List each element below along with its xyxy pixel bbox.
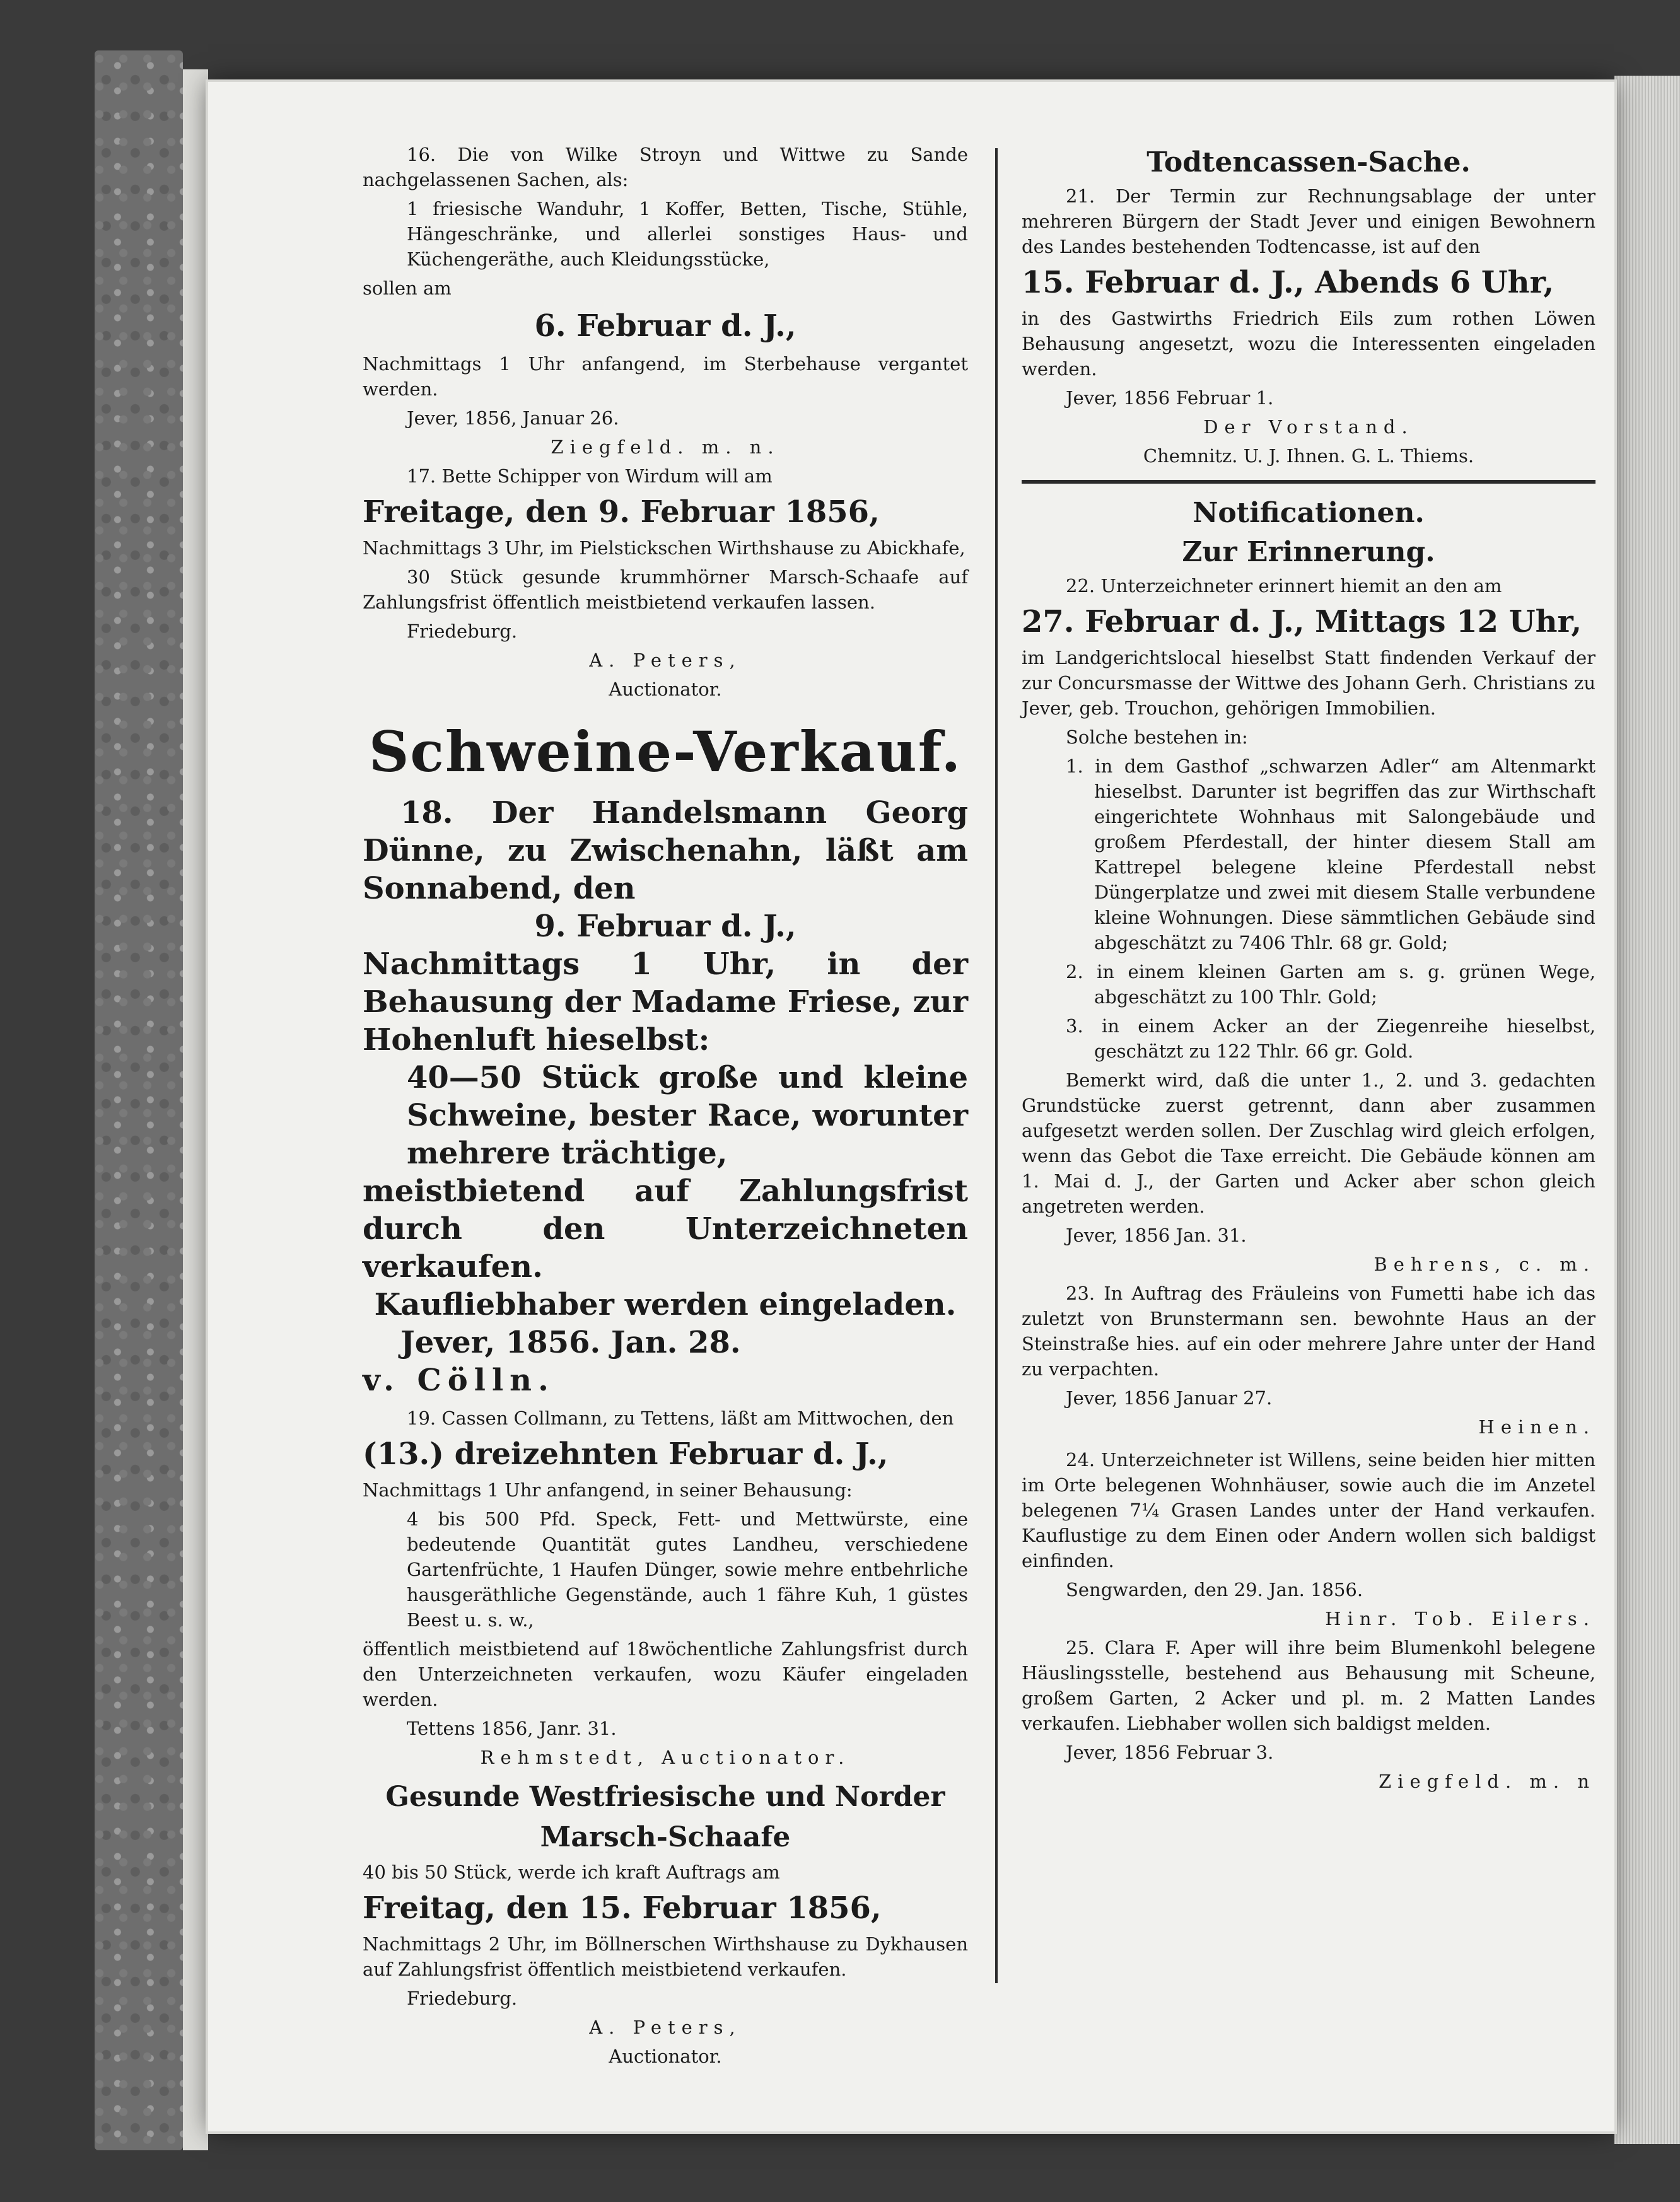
notice-18-intro: 18. Der Handelsmann Georg Dünne, zu Zwischenahn, läßt am Sonnabend, den	[363, 795, 968, 906]
book-binding	[95, 50, 183, 2150]
notice-19-signature: Rehmstedt, Auctionator.	[480, 1747, 851, 1768]
notice-17-details: Nachmittags 3 Uhr, im Pielstickschen Wirthshause zu Abickhafe,	[363, 537, 965, 559]
notice-24-place: Sengwarden, den 29. Jan. 1856.	[1066, 1579, 1363, 1600]
notice-24-text: 24. Unterzeichneter ist Willens, seine beiden hier mitten im Orte belegenen Wohnhäuser, sowie auch die im Anzetel belegenen 7¼ Grasen Landes unter der Hand verkaufen. Kauflustige zu dem Einen oder Andern wollen sich baldigst einfinden.	[1022, 1449, 1595, 1571]
left-column	[363, 142, 968, 2073]
notice-19-goods: 4 bis 500 Pfd. Speck, Fett- und Mettwürste, eine bedeutende Quantität gutes Landheu, verschiedene Gartenfrüchte, 1 Haufen Dünger, sowie mehre entbehrliche hausgeräthliche Gegenstände, auch 1 fähre Kuh, 1 güstes Beest u. s. w.,	[407, 1508, 968, 1631]
notice-19-place: Tettens 1856, Janr. 31.	[407, 1718, 617, 1739]
notice-18-signature: v. Cölln.	[363, 1363, 555, 1398]
notice-21-place: Jever, 1856 Februar 1.	[1066, 387, 1274, 409]
column-divider	[995, 148, 998, 1983]
notice-24	[1022, 1447, 1595, 1631]
notice-18-date: 9. Februar d. J.,	[534, 909, 796, 944]
notice-22-remark: Bemerkt wird, daß die unter 1., 2. und 3. gedachten Grundstücke zuerst getrennt, dann aber zusammen aufgesetzt werden sollen. Der Zuschlag wird gleich erfolgen, wenn das Gebot die Taxe erreicht. Die Gebäude können am 1. Mai d. J., der Garten und Acker aber schon gleich angetreten werden.	[1022, 1069, 1595, 1217]
notice-20-details: Nachmittags 2 Uhr, im Böllnerschen Wirthshause zu Dykhausen auf Zahlungsfrist öffentlich meistbietend verkaufen.	[363, 1933, 968, 1980]
notice-16	[363, 142, 968, 460]
notice-23	[1022, 1281, 1595, 1440]
notice-21-signatures: Chemnitz. U. J. Ihnen. G. L. Thiems.	[1143, 445, 1474, 467]
notice-16-signature: Ziegfeld. m. n.	[551, 436, 780, 458]
notice-25	[1022, 1635, 1595, 1794]
notice-19	[363, 1406, 968, 1770]
notice-19-date: (13.) dreizehnten Februar d. J.,	[363, 1436, 889, 1472]
notice-23-signature: Heinen.	[1478, 1416, 1595, 1438]
notice-17-role: Auctionator.	[609, 679, 722, 700]
notice-20-title-line2: Marsch-Schaafe	[540, 1821, 791, 1853]
notice-17-signature: A. Peters,	[589, 650, 742, 671]
notice-17-goods: 30 Stück gesunde krummhörner Marsch-Schaafe auf Zahlungsfrist öffentlich meistbietend verkaufen lassen.	[363, 566, 968, 613]
notice-20	[363, 1779, 968, 2069]
notice-17-date: Freitage, den 9. Februar 1856,	[363, 494, 880, 530]
notifications-heading: Notificationen.	[1193, 497, 1425, 529]
notice-20-place: Friedeburg.	[407, 1988, 518, 2009]
notice-22-list-intro: Solche bestehen in:	[1066, 726, 1248, 748]
notice-22	[1022, 573, 1595, 1277]
notice-18-time: Nachmittags 1 Uhr, in der Behausung der Madame Friese, zur Hohenluft hieselbst:	[363, 947, 968, 1057]
page-stack-edge	[1614, 76, 1680, 2144]
notice-18-terms: meistbietend auf Zahlungsfrist durch den Unterzeichneten verkaufen.	[363, 1174, 968, 1284]
notice-20-title-line1: Gesunde Westfriesische und Norder	[385, 1781, 945, 1813]
notice-22-details: im Landgerichtslocal hieselbst Statt findenden Verkauf der zur Concursmasse der Wittwe des Johann Gerh. Christians zu Jever, geb. Trouchon, gehörigen Immobilien.	[1022, 647, 1595, 719]
notice-22-intro: 22. Unterzeichneter erinnert hiemit an den am	[1066, 575, 1502, 597]
notice-18-invite: Kaufliebhaber werden eingeladen.	[374, 1287, 957, 1322]
notice-21-board: Der Vorstand.	[1203, 416, 1414, 438]
notice-22-item-2: 2. in einem kleinen Garten am s. g. grünen Wege, abgeschätzt zu 100 Thlr. Gold;	[1066, 961, 1595, 1008]
section-rule	[1022, 480, 1595, 484]
notice-21-title: Todtencassen-Sache.	[1146, 146, 1471, 178]
right-column	[1022, 142, 1595, 1798]
notice-18-title: Schweine-Verkauf.	[368, 719, 962, 784]
notice-22-place: Jever, 1856 Jan. 31.	[1066, 1225, 1247, 1246]
notice-16-details: Nachmittags 1 Uhr anfangend, im Sterbehause vergantet werden.	[363, 353, 968, 400]
notice-16-items: 1 friesische Wanduhr, 1 Koffer, Betten, Tische, Stühle, Hängeschränke, und allerlei sonstiges Haus- und Küchengeräthe, auch Kleidungsstücke,	[407, 198, 968, 270]
notice-21-date: 15. Februar d. J., Abends 6 Uhr,	[1022, 265, 1555, 300]
notice-22-item-3: 3. in einem Acker an der Ziegenreihe hieselbst, geschätzt zu 122 Thlr. 66 gr. Gold.	[1066, 1015, 1595, 1062]
notice-17-place: Friedeburg.	[407, 620, 518, 642]
notice-19-time: Nachmittags 1 Uhr anfangend, in seiner Behausung:	[363, 1479, 853, 1501]
notice-25-text: 25. Clara F. Aper will ihre beim Blumenkohl belegene Häuslingsstelle, bestehend aus Behausung mit Scheune, großem Garten, 2 Acker und pl. m. 2 Matten Landes verkaufen. Liebhaber wollen sich baldigst melden.	[1022, 1637, 1595, 1734]
notice-16-date: 6. Februar d. J.,	[534, 308, 796, 344]
page-gutter	[183, 69, 208, 2150]
notice-16-intro: 16. Die von Wilke Stroyn und Wittwe zu Sande nachgelassenen Sachen, als:	[363, 144, 968, 190]
notice-18	[363, 717, 968, 1399]
notice-17-intro: 17. Bette Schipper von Wirdum will am	[407, 465, 773, 487]
notice-22-signature: Behrens, c. m.	[1374, 1254, 1595, 1275]
notice-22-item-1: 1. in dem Gasthof „schwarzen Adler“ am Altenmarkt hieselbst. Darunter ist begriffen das zur Wirthschaft eingerichtete Wohnhaus mit Salongebäude und großem Pferdestall, der hinter diesem Stall am Kattrepel belegene kleine Pferdestall nebst Düngerplatze und zwei mit diesem Stalle verbundene kleine Wohnungen. Diese sämmtlichen Gebäude sind abgeschätzt zu 7406 Thlr. 68 gr. Gold;	[1066, 755, 1595, 953]
notice-18-place: Jever, 1856. Jan. 28.	[400, 1325, 741, 1360]
notice-23-place: Jever, 1856 Januar 27.	[1066, 1387, 1273, 1409]
notice-16-place: Jever, 1856, Januar 26.	[407, 407, 619, 429]
notice-16-text: sollen am	[363, 277, 452, 299]
notice-21-details: in des Gastwirths Friedrich Eils zum rothen Löwen Behausung angesetzt, wozu die Interessenten eingeladen werden.	[1022, 308, 1595, 380]
notice-20-intro: 40 bis 50 Stück, werde ich kraft Auftrags am	[363, 1861, 780, 1883]
notice-19-intro: 19. Cassen Collmann, zu Tettens, läßt am Mittwochen, den	[407, 1407, 954, 1429]
notice-22-date: 27. Februar d. J., Mittags 12 Uhr,	[1022, 604, 1582, 639]
notice-18-goods: 40—50 Stück große und kleine Schweine, bester Race, worunter mehrere trächtige,	[407, 1060, 968, 1171]
notice-24-signature: Hinr. Tob. Eilers.	[1325, 1608, 1595, 1629]
notice-17	[363, 463, 968, 702]
notice-20-date: Freitag, den 15. Februar 1856,	[363, 1890, 882, 1926]
reminder-heading: Zur Erinnerung.	[1182, 536, 1435, 568]
notice-21-intro: 21. Der Termin zur Rechnungsablage der unter mehreren Bürgern der Stadt Jever und einigen Bewohnern des Landes bestehenden Todtencasse, ist auf den	[1022, 185, 1595, 257]
notice-20-signature: A. Peters,	[589, 2017, 742, 2038]
notice-19-terms: öffentlich meistbietend auf 18wöchentliche Zahlungsfrist durch den Unterzeichneten verkaufen, wozu Käufer eingeladen werden.	[363, 1638, 968, 1710]
notice-23-text: 23. In Auftrag des Fräuleins von Fumetti habe ich das zuletzt von Brunstermann sen. bewohnte Haus an der Steinstraße hies. auf ein oder mehrere Jahre unter der Hand zu verpachten.	[1022, 1283, 1595, 1380]
notice-20-role: Auctionator.	[609, 2046, 722, 2067]
notice-21	[1022, 144, 1595, 469]
notice-25-signature: Ziegfeld. m. n	[1379, 1771, 1595, 1792]
notice-25-place: Jever, 1856 Februar 3.	[1066, 1742, 1274, 1763]
